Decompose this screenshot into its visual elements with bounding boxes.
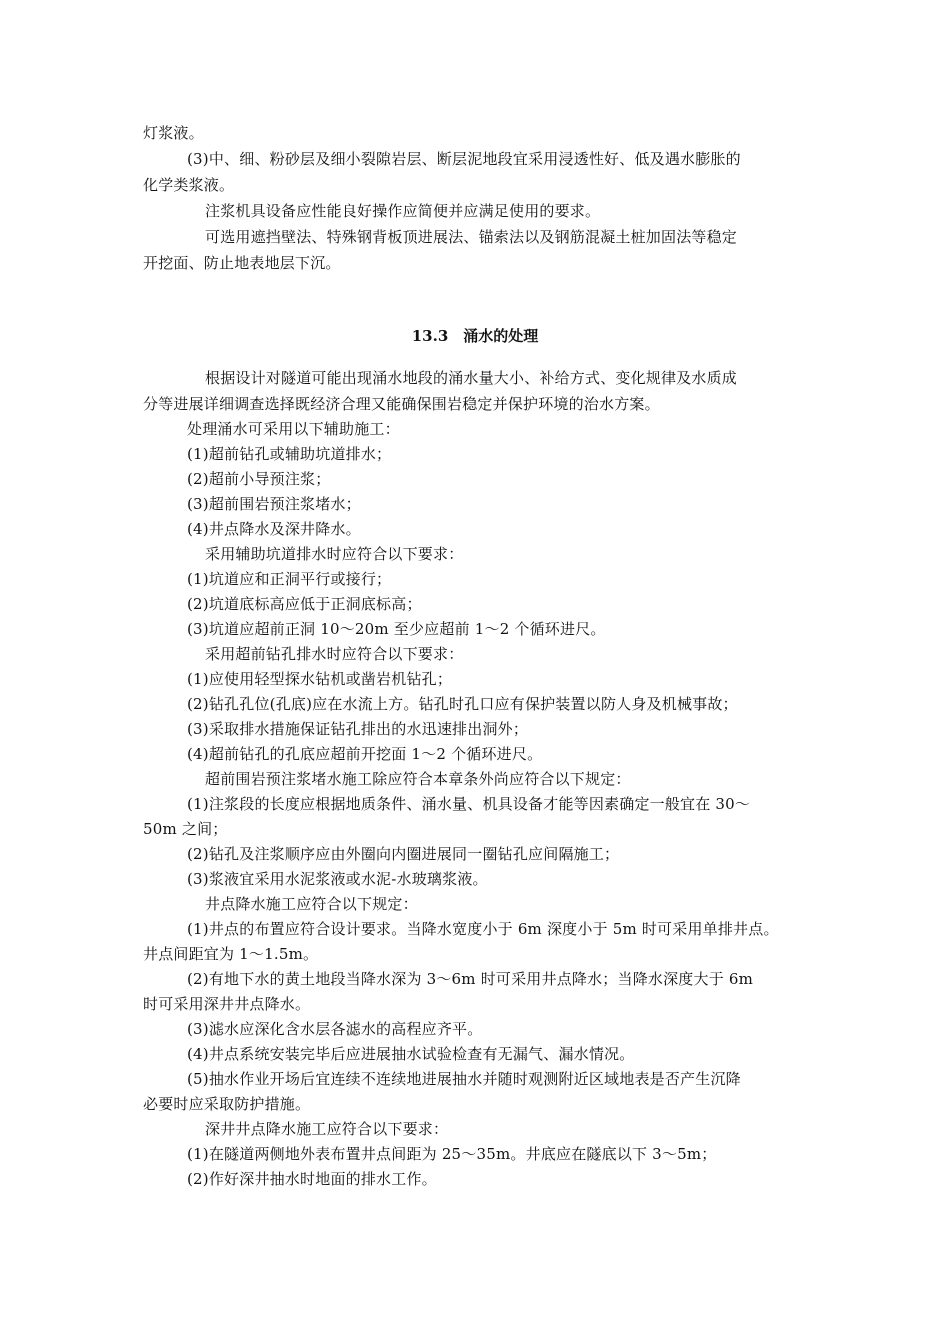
list-item: (2)钻孔孔位(孔底)应在水流上方。钻孔时孔口应有保护装置以防人身及机械事故； [187, 695, 738, 713]
text-line: (3)中、细、粉砂层及细小裂隙岩层、断层泥地段宜采用浸透性好、低及遇水膨胀的 [187, 150, 741, 168]
text-line: 可选用遮挡壁法、特殊钢背板顶进展法、锚索法以及钢筋混凝土桩加固法等稳定 [205, 228, 738, 246]
list-item: (3)采取排水措施保证钻孔排出的水迅速排出洞外； [187, 720, 529, 738]
list-item: (2)坑道底标高应低于正洞底标高； [187, 595, 422, 613]
list-item: (3)超前围岩预注浆堵水； [187, 495, 361, 513]
text-line: 深井井点降水施工应符合以下要求： [205, 1120, 449, 1138]
list-item: (1)在隧道两侧地外表布置井点间距为 25～35m。井底应在隧底以下 3～5m； [187, 1145, 717, 1163]
list-item: (1)坑道应和正洞平行或接行； [187, 570, 392, 588]
list-item: (2)钻孔及注浆顺序应由外圈向内圈进展同一圈钻孔应间隔施工； [187, 845, 620, 863]
text-line: 处理涌水可采用以下辅助施工： [187, 420, 400, 438]
text-line: 开挖面、防止地表地层下沉。 [143, 254, 341, 272]
text-line: 时可采用深井井点降水。 [143, 995, 311, 1013]
list-item: (2)作好深井抽水时地面的排水工作。 [187, 1170, 437, 1188]
list-item: (2)超前小导预注浆； [187, 470, 331, 488]
list-item: (1)井点的布置应符合设计要求。当降水宽度小于 6m 深度小于 5m 时可采用单排井点。 [187, 920, 779, 938]
text-line: 采用辅助坑道排水时应符合以下要求： [205, 545, 464, 563]
list-item: (1)超前钻孔或辅助坑道排水； [187, 445, 392, 463]
list-item: (3)浆液宜采用水泥浆液或水泥-水玻璃浆液。 [187, 870, 488, 888]
list-item: (2)有地下水的黄土地段当降水深为 3～6m 时可采用井点降水；当降水深度大于 6m [187, 970, 754, 988]
text-line: 采用超前钻孔排水时应符合以下要求： [205, 645, 464, 663]
list-item: (3)滤水应深化含水层各滤水的高程应齐平。 [187, 1020, 483, 1038]
text-line: 分等进展详细调查选择既经济合理又能确保围岩稳定并保护环境的治水方案。 [143, 395, 660, 413]
text-line: 必要时应采取防护措施。 [143, 1095, 311, 1113]
text-line: 50m 之间； [143, 820, 228, 838]
list-item: (4)井点降水及深井降水。 [187, 520, 361, 538]
list-item: (3)坑道应超前正洞 10～20m 至少应超前 1～2 个循环进尺。 [187, 620, 606, 638]
text-line: 井点降水施工应符合以下规定： [205, 895, 418, 913]
list-item: (4)井点系统安装完毕后应进展抽水试验检查有无漏气、漏水情况。 [187, 1045, 635, 1063]
list-item: (1)注浆段的长度应根据地质条件、涌水量、机具设备才能等因素确定一般宜在 30～ [187, 795, 751, 813]
text-line: 井点间距宜为 1～1.5m。 [143, 945, 319, 963]
text-line: 化学类浆液。 [143, 176, 235, 194]
list-item: (5)抽水作业开场后宜连续不连续地进展抽水并随时观测附近区域地表是否产生沉降 [187, 1070, 741, 1088]
list-item: (4)超前钻孔的孔底应超前开挖面 1～2 个循环进尺。 [187, 745, 543, 763]
text-line: 根据设计对隧道可能出现涌水地段的涌水量大小、补给方式、变化规律及水质成 [205, 369, 738, 387]
text-line: 灯浆液。 [143, 124, 204, 142]
text-line: 超前围岩预注浆堵水施工除应符合本章条外尚应符合以下规定： [205, 770, 631, 788]
text-line: 注浆机具设备应性能良好操作应简便并应满足使用的要求。 [205, 202, 601, 220]
list-item: (1)应使用轻型探水钻机或凿岩机钻孔； [187, 670, 453, 688]
section-heading: 13.3 涌水的处理 [411, 327, 539, 345]
